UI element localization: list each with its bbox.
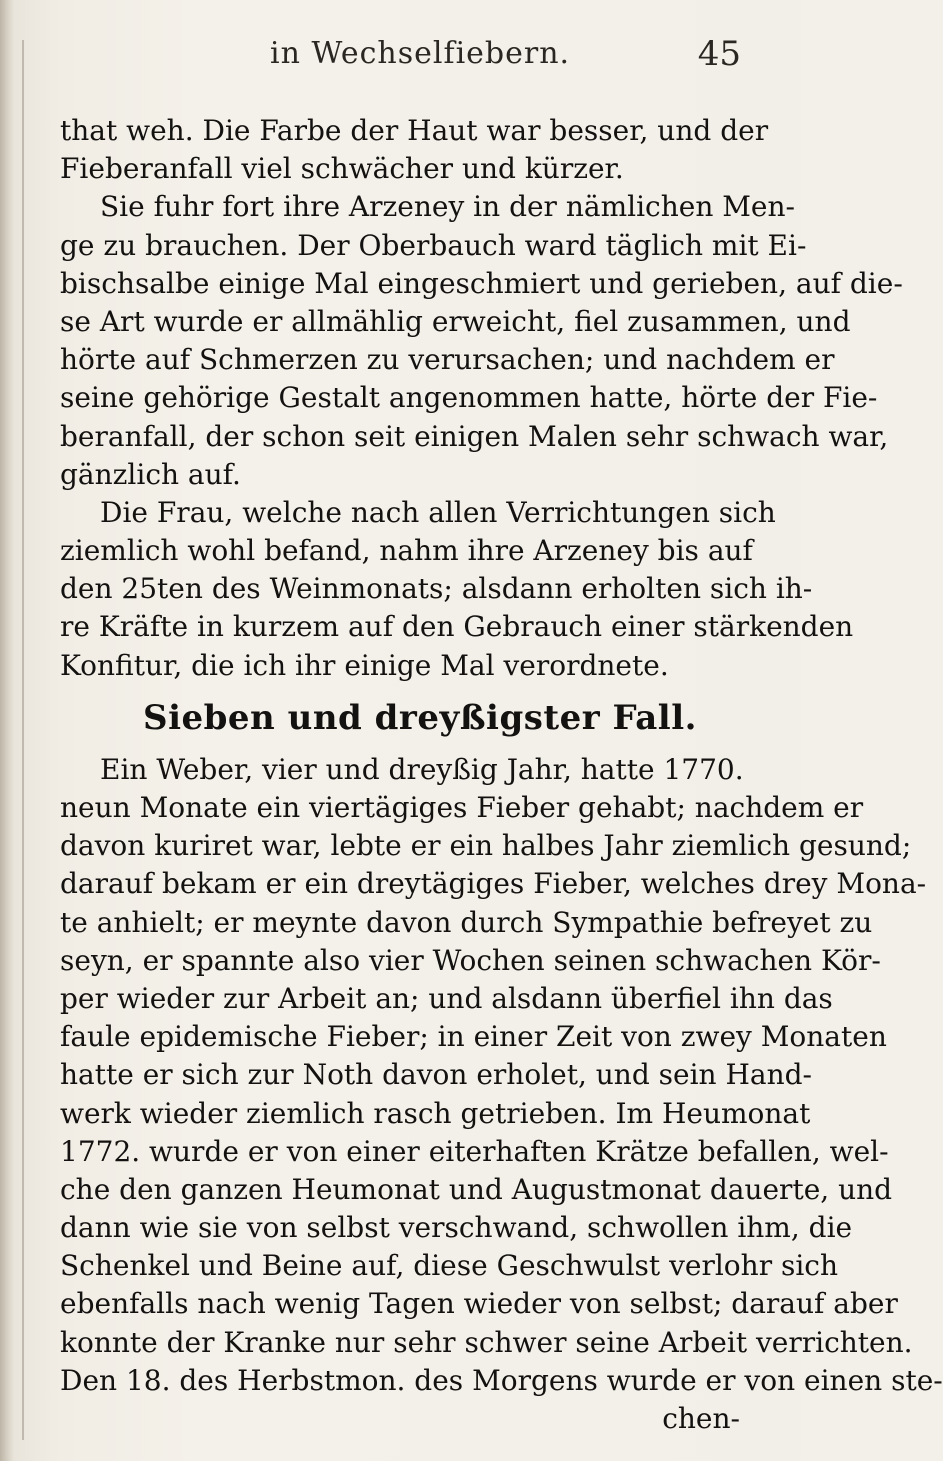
text-line: se Art wurde er allmählig erweicht, fiel zusammen, und	[60, 304, 851, 338]
text-line: beranfall, der schon seit einigen Malen sehr schwach war,	[60, 419, 889, 453]
text-line: ebenfalls nach wenig Tagen wieder von selbst; darauf aber	[60, 1287, 898, 1321]
text-line: che den ganzen Heumonat und Augustmonat dauerte, und	[60, 1172, 893, 1206]
text-line: seyn, er spannte also vier Wochen seinen schwachen Kör-	[60, 943, 881, 977]
text-line: chen-	[662, 1402, 740, 1435]
text-line: davon kuriret war, lebte er ein halbes Jahr ziemlich gesund;	[60, 829, 912, 863]
text-line: Ein Weber, vier und dreyßig Jahr, hatte 1770.	[100, 752, 744, 786]
text-line: seine gehörige Gestalt angenommen hatte, hörte der Fie-	[60, 381, 878, 415]
page-header	[0, 28, 801, 78]
text-line: Konfitur, die ich ihr einige Mal verordnete.	[60, 648, 669, 682]
text-line: den 25ten des Weinmonats; alsdann erholten sich ih-	[60, 572, 813, 606]
text-line: darauf bekam er ein dreytägiges Fieber, welches drey Mona-	[60, 867, 927, 901]
text-line: Die Frau, welche nach allen Verrichtungen sich	[100, 495, 776, 529]
text-line: ziemlich wohl befand, nahm ihre Arzeney bis auf	[60, 534, 753, 568]
text-line: konnte der Kranke nur sehr schwer seine Arbeit verrichten.	[60, 1325, 913, 1359]
text-line: 1772. wurde er von einer eiterhaften Krätze befallen, wel-	[60, 1134, 889, 1168]
section-heading: Sieben und dreyßigster Fall.	[143, 697, 697, 738]
text-line: werk wieder ziemlich rasch getrieben. Im Heumonat	[60, 1096, 811, 1130]
running-head: in Wechselfiebern.	[270, 36, 571, 71]
text-line: neun Monate ein viertägiges Fieber gehabt; nachdem er	[60, 791, 864, 824]
text-line: bischsalbe einige Mal eingeschmiert und gerieben, auf die-	[60, 266, 903, 300]
text-line: re Kräfte in kurzem auf den Gebrauch einer stärkenden	[60, 610, 854, 644]
text-line: hörte auf Schmerzen zu verursachen; und nachdem er	[60, 343, 835, 377]
text-line: gänzlich auf.	[60, 457, 241, 491]
page-number: 45	[697, 34, 741, 74]
text-block	[60, 112, 943, 1438]
page-gutter	[0, 0, 14, 1461]
text-line: Den 18. des Herbstmon. des Morgens wurde er von einen ste-	[60, 1363, 943, 1397]
text-line: Fieberanfall viel schwächer und kürzer.	[60, 152, 624, 186]
text-line: te anhielt; er meynte davon durch Sympathie befreyet zu	[60, 905, 873, 939]
text-line: that weh. Die Farbe der Haut war besser, und der	[60, 114, 769, 147]
text-line: ge zu brauchen. Der Oberbauch ward täglich mit Ei-	[60, 228, 807, 262]
gutter-shadow-line	[22, 40, 24, 1440]
text-line: hatte er sich zur Noth davon erholet, und sein Hand-	[60, 1058, 813, 1092]
text-line: dann wie sie von selbst verschwand, schwollen ihm, die	[60, 1211, 853, 1245]
text-line: Schenkel und Beine auf, diese Geschwulst verlohr sich	[60, 1249, 839, 1283]
text-line: per wieder zur Arbeit an; und alsdann überfiel ihn das	[60, 981, 833, 1015]
text-line: Sie fuhr fort ihre Arzeney in der nämlichen Men-	[100, 190, 795, 224]
text-line: faule epidemische Fieber; in einer Zeit von zwey Monaten	[60, 1020, 887, 1054]
